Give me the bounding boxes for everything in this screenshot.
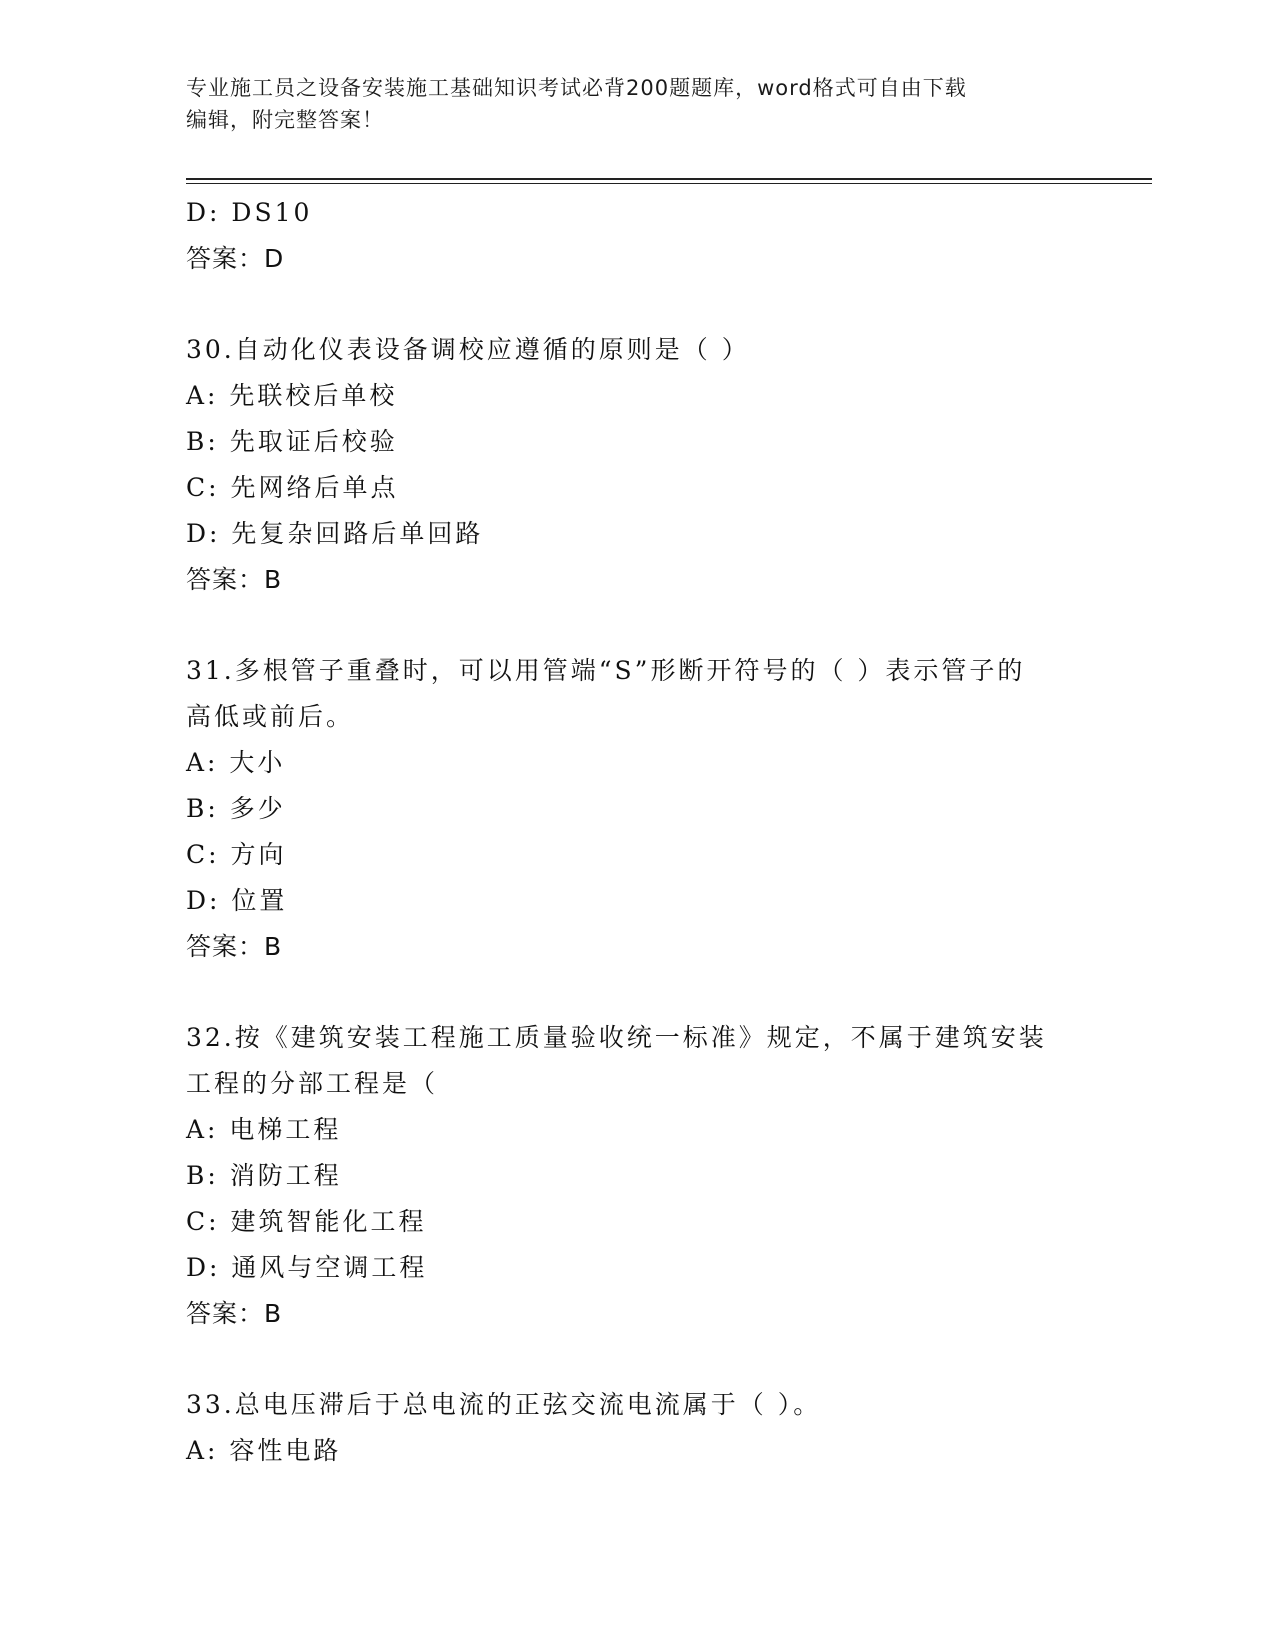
spacer <box>186 603 1086 648</box>
header-title-line-2: 编辑，附完整答案！ <box>186 108 384 132</box>
answer-line: 答案：B <box>186 565 283 594</box>
option-a: A: 大小 <box>186 748 286 777</box>
question-stem-line-1: 32.按《建筑安装工程施工质量验收统一标准》规定，不属于建筑安装 <box>186 1023 1047 1052</box>
question-31 <box>186 648 1086 970</box>
question-stem: 30.自动化仪表设备调校应遵循的原则是（ ） <box>186 335 750 364</box>
question-30 <box>186 327 1086 603</box>
option-d: D: 位置 <box>186 886 288 915</box>
header-divider-thin <box>186 183 1152 184</box>
spacer <box>186 970 1086 1015</box>
question-33 <box>186 1382 1086 1474</box>
option-b: B: 多少 <box>186 794 286 823</box>
spacer <box>186 282 1086 327</box>
option-d: D: 先复杂回路后单回路 <box>186 519 484 548</box>
option-b: B: 先取证后校验 <box>186 427 398 456</box>
option-d: D: DS10 <box>186 198 313 227</box>
option-c: C: 先网络后单点 <box>186 473 399 502</box>
answer-line: 答案：B <box>186 932 283 961</box>
spacer <box>186 1337 1086 1382</box>
option-a: A: 电梯工程 <box>186 1115 342 1144</box>
question-stem-line-2: 高低或前后。 <box>186 702 355 731</box>
question-29-tail <box>186 190 1086 282</box>
document-header <box>186 72 1066 136</box>
question-32 <box>186 1015 1086 1337</box>
answer-line: 答案：D <box>186 244 285 273</box>
option-a: A: 先联校后单校 <box>186 381 398 410</box>
option-c: C: 方向 <box>186 840 287 869</box>
option-a: A: 容性电路 <box>186 1436 342 1465</box>
answer-line: 答案：B <box>186 1299 283 1328</box>
question-stem: 33.总电压滞后于总电流的正弦交流电流属于（ ）。 <box>186 1390 822 1419</box>
header-title-line-1: 专业施工员之设备安装施工基础知识考试必背200题题库，word格式可自由下载 <box>186 76 967 100</box>
option-c: C: 建筑智能化工程 <box>186 1207 427 1236</box>
header-divider-thick <box>186 178 1152 180</box>
option-d: D: 通风与空调工程 <box>186 1253 428 1282</box>
question-stem-line-1: 31.多根管子重叠时，可以用管端“S”形断开符号的（ ）表示管子的 <box>186 656 1026 685</box>
question-list <box>186 190 1086 1474</box>
option-b: B: 消防工程 <box>186 1161 342 1190</box>
question-stem-line-2: 工程的分部工程是（ <box>186 1069 439 1098</box>
